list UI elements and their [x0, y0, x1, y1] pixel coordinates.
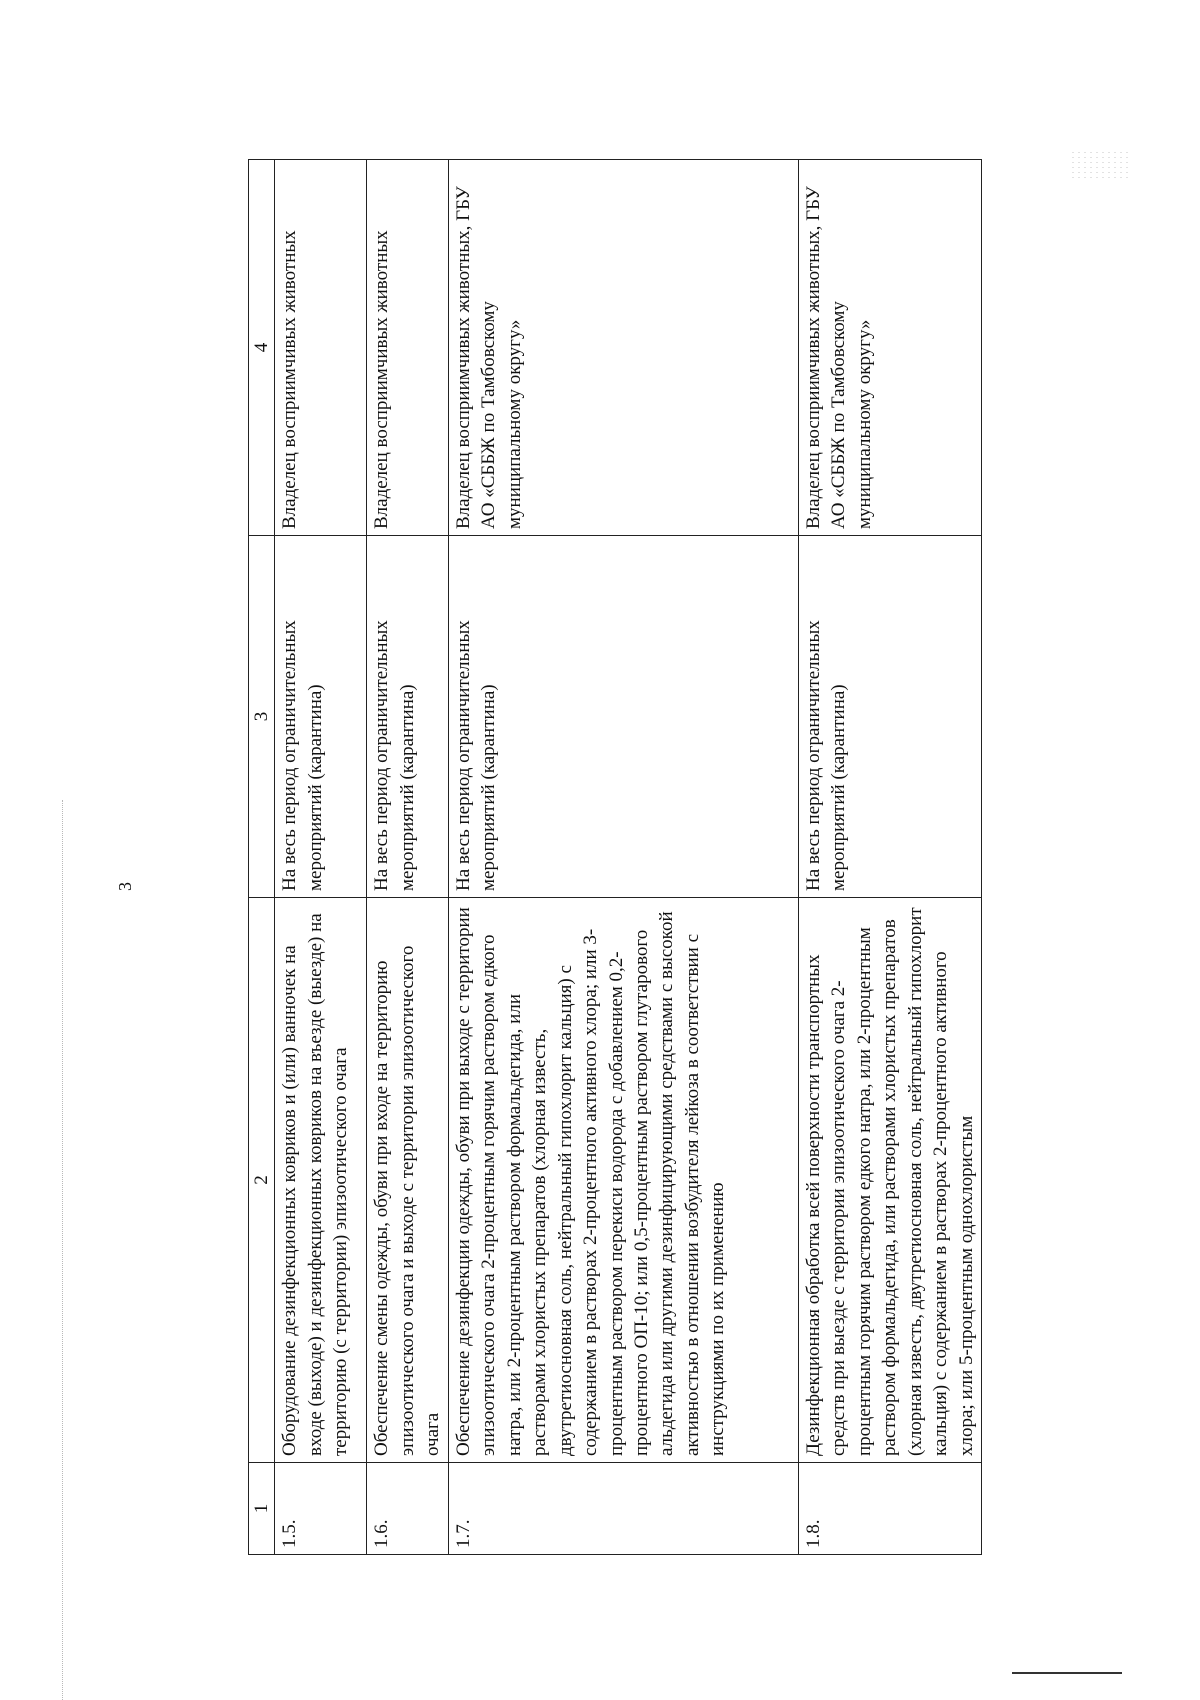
- header-col-2: 2: [249, 898, 275, 1463]
- row-responsible: Владелец восприимчивых животных, ГБУ АО «СББЖ по Тамбовскому муниципальному округу»: [448, 160, 798, 536]
- row-responsible: Владелец восприимчивых животных: [275, 160, 367, 536]
- row-term: На весь период ограничительных мероприятий (карантина): [448, 536, 798, 898]
- measures-table: [248, 159, 982, 1555]
- row-term: На весь период ограничительных мероприятий (карантина): [798, 536, 981, 898]
- page-number-container: [110, 865, 150, 895]
- table-row: [367, 160, 448, 1555]
- header-col-3: 3: [249, 536, 275, 898]
- row-measure: Обеспечение смены одежды, обуви при входе на территорию эпизоотического очага и выходе с территории эпизоотического очага: [367, 898, 448, 1463]
- measures-table-rotated: [248, 160, 977, 1555]
- table-row: [448, 160, 798, 1555]
- row-responsible: Владелец восприимчивых животных: [367, 160, 448, 536]
- row-term: На весь период ограничительных мероприятий (карантина): [275, 536, 367, 898]
- scan-margin-line: [62, 800, 63, 1700]
- footer-dash: [1012, 1672, 1122, 1674]
- scan-speckle: [1070, 150, 1130, 180]
- table-row: [275, 160, 367, 1555]
- table-row: [798, 160, 981, 1555]
- header-col-4: 4: [249, 160, 275, 536]
- row-number: 1.8.: [798, 1463, 981, 1555]
- row-measure: Обеспечение дезинфекции одежды, обуви при выходе с территории эпизоотического очага 2-процентным горячим раствором едкого натра, или 2-процентным раствором формальдегида, или растворами хлористых препаратов (хлорная известь, двутретиосновная соль, нейтральный гипохлорит кальция) с содержанием в растворах 2-процентного активного хлора; или 3-процентным раствором перекиси водорода с добавлением 0,2-процентного ОП-10; или 0,5-процентным раствором глутарового альдегида или другими дезинфицирующими средствами с высокой активностью в отношении возбудителя лейкоза в соответствии с инструкциями по их применению: [448, 898, 798, 1463]
- row-measure: Оборудование дезинфекционных ковриков и (или) ванночек на входе (выходе) и дезинфекционных ковриков на въезде (выезде) на территорию (с территории) эпизоотического очага: [275, 898, 367, 1463]
- page-number: 3: [115, 882, 135, 891]
- row-term: На весь период ограничительных мероприятий (карантина): [367, 536, 448, 898]
- row-measure: Дезинфекционная обработка всей поверхности транспортных средств при выезде с территории эпизоотического очага 2-процентным горячим раствором едкого натра, или 2-процентным раствором формальдегида, или растворами хлористых препаратов (хлорная известь, двутретиосновная соль, нейтральный гипохлорит кальция) с содержанием в растворах 2-процентного активного хлора; или 5-процентным однохлористым: [798, 898, 981, 1463]
- row-number: 1.6.: [367, 1463, 448, 1555]
- table-header-row: [249, 160, 275, 1555]
- row-number: 1.5.: [275, 1463, 367, 1555]
- header-col-1: 1: [249, 1463, 275, 1555]
- row-number: 1.7.: [448, 1463, 798, 1555]
- row-responsible: Владелец восприимчивых животных, ГБУ АО «СББЖ по Тамбовскому муниципальному округу»: [798, 160, 981, 536]
